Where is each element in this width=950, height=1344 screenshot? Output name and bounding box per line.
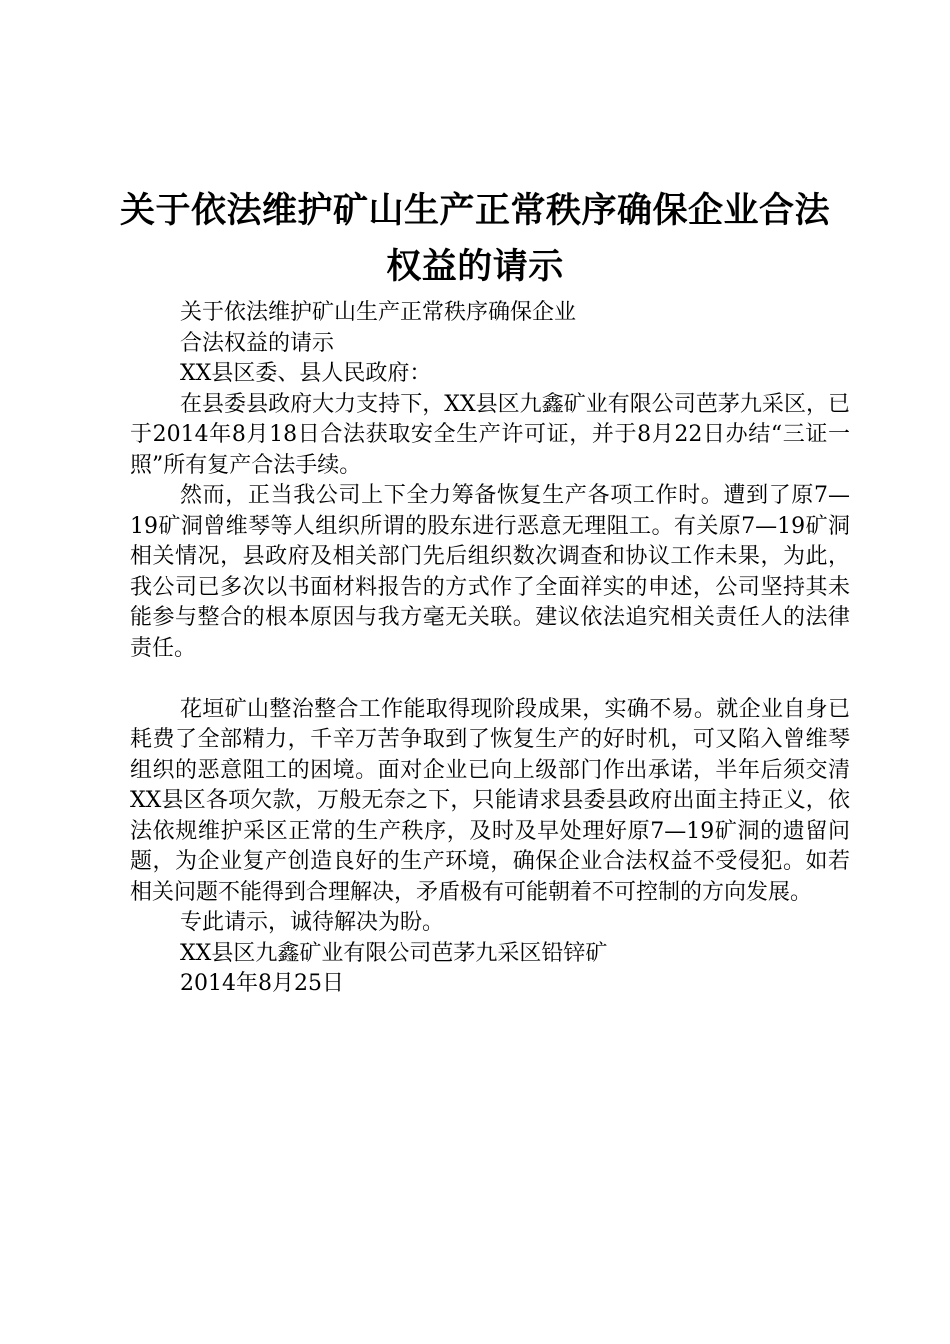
document-date: 2014年8月25日 — [180, 971, 344, 996]
blank-line — [130, 664, 850, 695]
paragraph-2: 然而，正当我公司上下全力筹备恢复生产各项工作时。遭到了原7—19矿洞曾维琴等人组织所谓的股东进行恶意无理阻工。有关原7—19矿洞相关情况，县政府及相关部门先后组织数次调查和协议工作未果，为此，我公司已多次以书面材料报告的方式作了全面祥实的申述，公司坚持其未能参与整合的根本原因与我方毫无关联。建议依法追究相关责任人的法律责任。 — [130, 483, 850, 661]
subtitle-line-1: 关于依法维护矿山生产正常秩序确保企业 — [180, 300, 577, 325]
document-body — [130, 298, 850, 1000]
closing-line: 专此请示，诚待解决为盼。 — [180, 910, 445, 935]
paragraph-1: 在县委县政府大力支持下，XX县区九鑫矿业有限公司芭茅九采区，已于2014年8月18日合法获取安全生产许可证，并于8月22日办结“三证一照”所有复产合法手续。 — [130, 391, 850, 478]
paragraph-3: 花垣矿山整治整合工作能取得现阶段成果，实确不易。就企业自身已耗费了全部精力，千辛万苦争取到了恢复生产的好时机，可又陷入曾维琴组织的恶意阻工的困境。面对企业已向上级部门作出承诺，半年后须交清XX县区各项欠款，万般无奈之下，只能请求县委县政府出面主持正义，依法依规维护采区正常的生产秩序，及时及早处理好原7—19矿洞的遗留问题，为企业复产创造良好的生产环境，确保企业合法权益不受侵犯。如若相关问题不能得到合理解决，矛盾极有可能朝着不可控制的方向发展。 — [130, 696, 850, 905]
signature: XX县区九鑫矿业有限公司芭茅九采区铅锌矿 — [180, 940, 608, 966]
document-title-line-2: 权益的请示 — [386, 247, 564, 287]
addressee: XX县区委、县人民政府： — [180, 361, 432, 386]
document-title-line-1: 关于依法维护矿山生产正常秩序确保企业合法 — [119, 191, 830, 231]
subtitle-line-2: 合法权益的请示 — [180, 330, 335, 356]
